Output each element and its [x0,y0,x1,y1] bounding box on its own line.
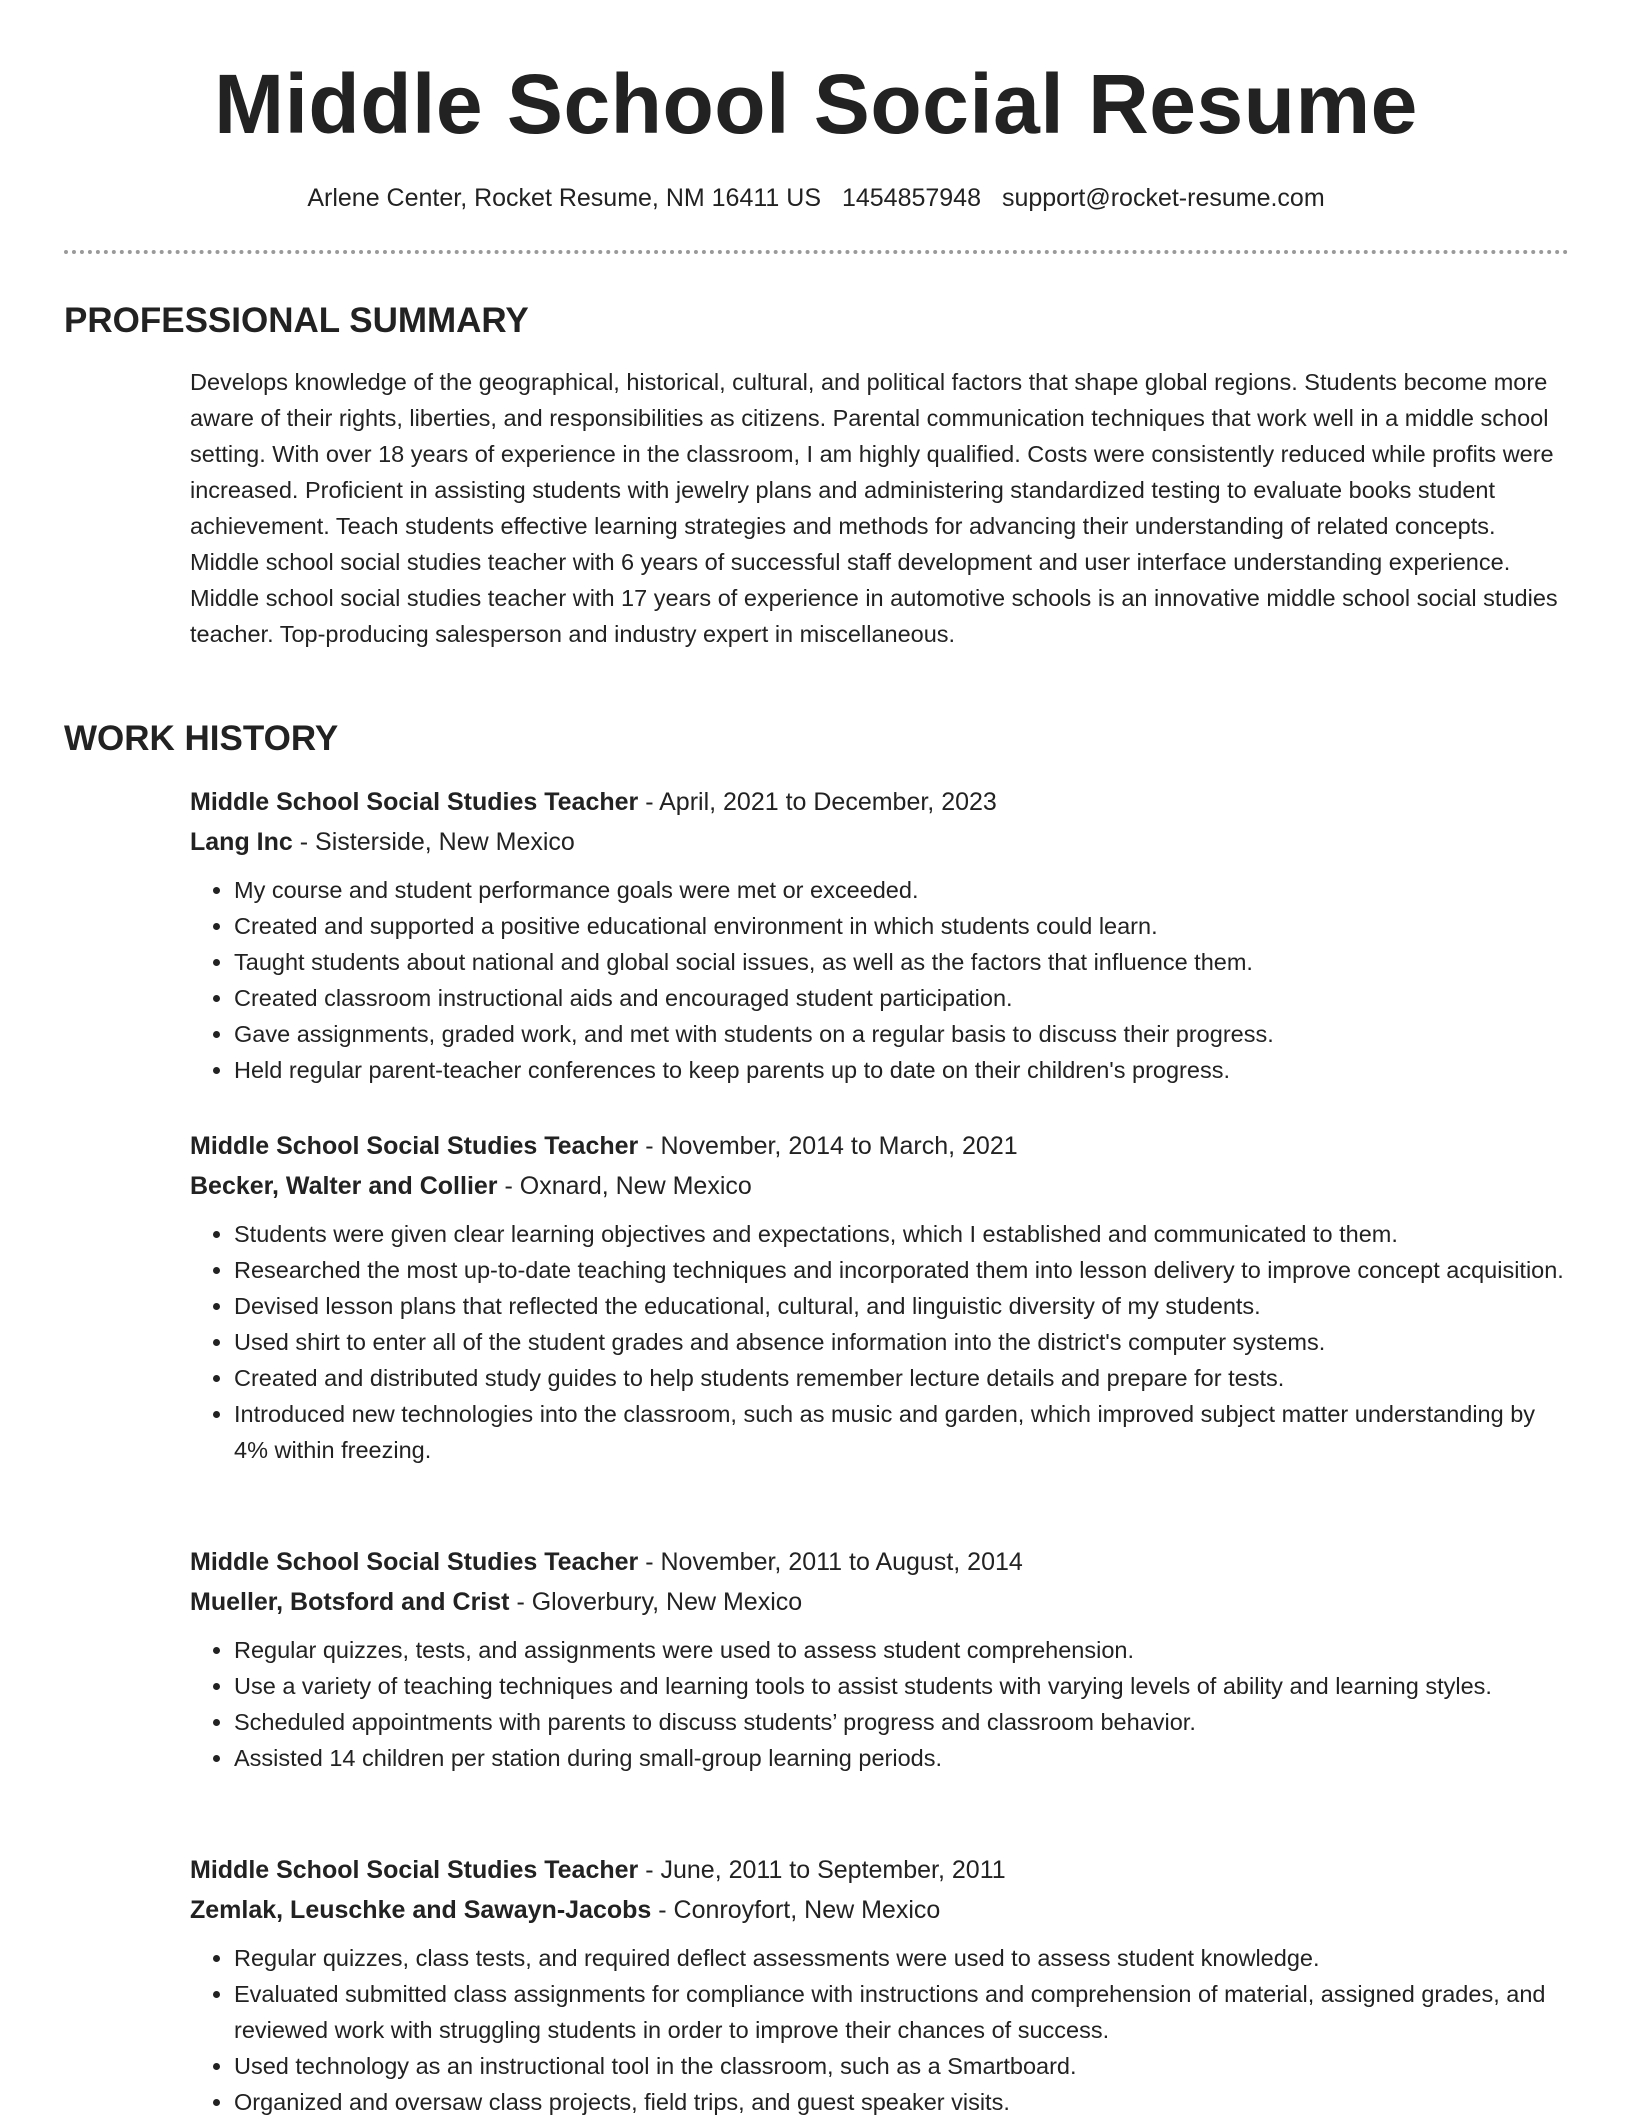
job-bullet: • Created classroom instructional aids and encouraged student participation. [234,980,1570,1016]
summary-heading: PROFESSIONAL SUMMARY [64,301,529,340]
job-bullet: • Taught students about national and global social issues, as well as the factors that influence them. [234,944,1570,980]
job-bullet: • Organized and oversaw class projects, field trips, and guest speaker visits. [234,2084,1570,2120]
job-company-line [190,822,1570,862]
header-divider [64,250,1569,254]
job-bullet: • Used technology as an instructional tool in the classroom, such as a Smartboard. [234,2048,1570,2084]
job-location: - Oxnard, New Mexico [504,1172,752,1200]
job-company: Zemlak, Leuschke and Sawayn-Jacobs [190,1896,652,1924]
job-bullets [190,872,1570,1088]
job-title: Middle School Social Studies Teacher [190,788,639,816]
job-entry [190,782,1570,1088]
work-history-heading: WORK HISTORY [64,719,339,758]
job-bullets [190,1632,1570,1776]
job-company-line [190,1890,1570,1930]
job-title: Middle School Social Studies Teacher [190,1132,639,1160]
job-company: Becker, Walter and Collier [190,1172,498,1200]
resume-title: Middle School Social Resume [214,57,1418,151]
job-bullet: • Use a variety of teaching techniques and learning tools to assist students with varying levels of ability and learning styles. [234,1668,1570,1704]
job-bullet: • Scheduled appointments with parents to discuss students’ progress and classroom behavior. [234,1704,1570,1740]
job-dates: - June, 2011 to September, 2011 [645,1856,1006,1884]
job-location: - Gloverbury, New Mexico [516,1588,803,1616]
summary-text: Develops knowledge of the geographical, historical, cultural, and political factors that shape global regions. Students become more aware of their rights, liberties, and responsibilities as citizens. Parental communication techniques that work well in a middle school setting. With over 18 years of experience in the classroom, I am highly qualified. Costs were consistently reduced while profits were increased. Proficient in assisting students with jewelry plans and administering standardized testing to evaluate books student achievement. Teach students effective learning strategies and methods for advancing their understanding of related concepts. Middle school social studies teacher with 6 years of successful staff development and user interface understanding experience. Middle school social studies teacher with 17 years of experience in automotive schools is an innovative middle school social studies teacher. Top-producing salesperson and industry expert in miscellaneous. [190,369,1558,647]
job-entry [190,1126,1570,1468]
job-location: - Sisterside, New Mexico [299,828,575,856]
job-company-line [190,1166,1570,1206]
job-company: Lang Inc [190,828,293,856]
job-title-line [190,1542,1570,1582]
job-dates: - April, 2021 to December, 2023 [645,788,997,816]
job-bullet: • Held regular parent-teacher conferences to keep parents up to date on their children's progress. [234,1052,1570,1088]
job-bullet: • Used shirt to enter all of the student grades and absence information into the district's computer systems. [234,1324,1570,1360]
job-bullet: • Regular quizzes, class tests, and required deflect assessments were used to assess student knowledge. [234,1940,1570,1976]
job-title-line [190,1126,1570,1166]
job-bullet: • Created and supported a positive educational environment in which students could learn. [234,908,1570,944]
job-location: - Conroyfort, New Mexico [658,1896,941,1924]
job-bullet: • Researched the most up-to-date teaching techniques and incorporated them into lesson delivery to improve concept acquisition. [234,1252,1570,1288]
job-title: Middle School Social Studies Teacher [190,1548,639,1576]
contact-email: support@rocket-resume.com [1001,184,1325,212]
contact-phone: 1454857948 [841,184,981,212]
job-bullet: • My course and student performance goals were met or exceeded. [234,872,1570,908]
job-bullet: • Regular quizzes, tests, and assignments were used to assess student comprehension. [234,1632,1570,1668]
job-bullet: • Assisted 14 children per station during small-group learning periods. [234,1740,1570,1776]
job-bullets [190,1940,1570,2120]
job-dates: - November, 2014 to March, 2021 [645,1132,1018,1160]
job-company-line [190,1582,1570,1622]
job-entry [190,1850,1570,2120]
job-bullet: • Gave assignments, graded work, and met with students on a regular basis to discuss their progress. [234,1016,1570,1052]
job-entry [190,1542,1570,1776]
contact-line [0,180,1632,216]
job-bullet: • Introduced new technologies into the classroom, such as music and garden, which improved subject matter understanding by 4% within freezing. [234,1396,1570,1468]
job-title-line [190,1850,1570,1890]
contact-address: Arlene Center, Rocket Resume, NM 16411 US [307,184,821,212]
job-company: Mueller, Botsford and Crist [190,1588,510,1616]
job-bullet: • Created and distributed study guides to help students remember lecture details and prepare for tests. [234,1360,1570,1396]
job-bullet: • Students were given clear learning objectives and expectations, which I established and communicated to them. [234,1216,1570,1252]
job-bullet: • Devised lesson plans that reflected the educational, cultural, and linguistic diversity of my students. [234,1288,1570,1324]
job-bullet: • Evaluated submitted class assignments for compliance with instructions and comprehension of material, assigned grades, and reviewed work with struggling students in order to improve their chances of success. [234,1976,1570,2048]
job-title: Middle School Social Studies Teacher [190,1856,639,1884]
job-dates: - November, 2011 to August, 2014 [645,1548,1023,1576]
job-title-line [190,782,1570,822]
job-bullets [190,1216,1570,1468]
